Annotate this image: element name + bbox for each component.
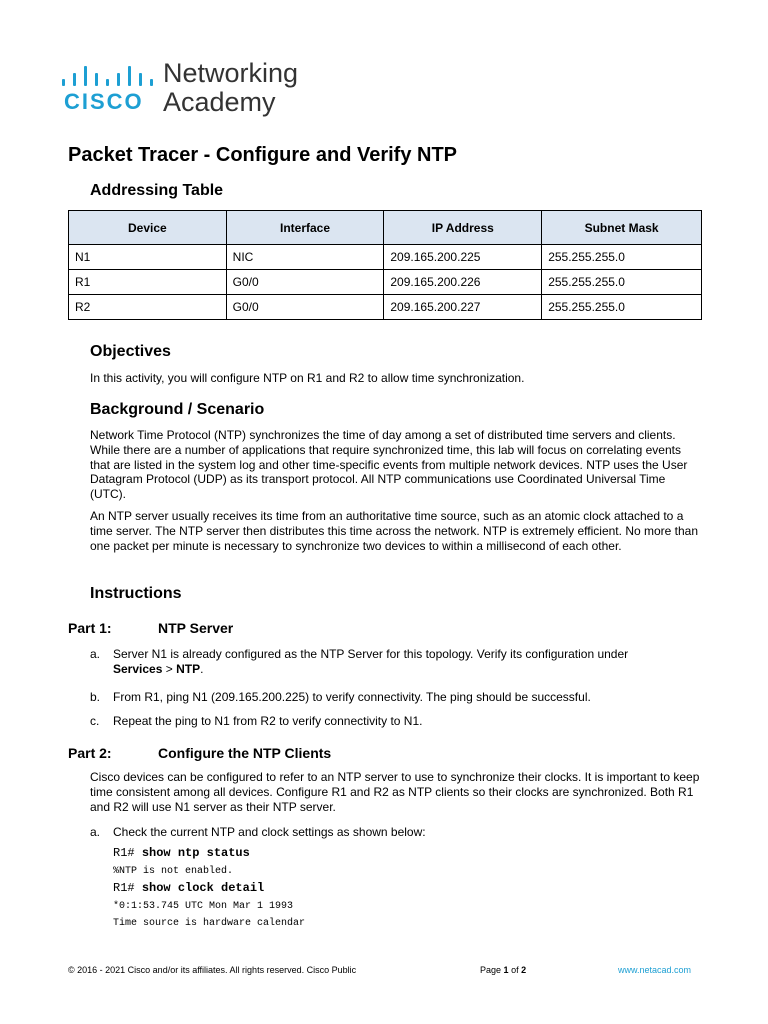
step-label: a. bbox=[90, 647, 101, 661]
table-row bbox=[69, 295, 702, 320]
period: . bbox=[200, 661, 204, 676]
instructions-heading: Instructions bbox=[90, 585, 182, 602]
table-cell: G0/0 bbox=[226, 295, 384, 320]
step-text: From R1, ping N1 (209.165.200.225) to verify connectivity. The ping should be successful. bbox=[113, 690, 591, 704]
table-header-row bbox=[69, 211, 702, 245]
objectives-text: In this activity, you will configure NTP on R1 and R2 to allow time synchronization. bbox=[90, 371, 525, 385]
table-cell: NIC bbox=[226, 245, 384, 270]
addressing-table bbox=[68, 210, 702, 320]
table-cell: 209.165.200.225 bbox=[384, 245, 542, 270]
part-2-intro: Cisco devices can be configured to refer to an NTP server to use to synchronize their clocks. It is important to keep time consistent among all devices. Configure R1 and R2 as NTP clients so their clocks are synchronized. Both R1 and R2 will use N1 server as their NTP server. bbox=[90, 770, 700, 814]
table-cell: 255.255.255.0 bbox=[542, 270, 702, 295]
table-cell: 209.165.200.226 bbox=[384, 270, 542, 295]
step-label: a. bbox=[90, 825, 101, 839]
cisco-networking-academy-logo bbox=[62, 58, 322, 120]
objectives-heading: Objectives bbox=[90, 343, 171, 360]
menu-separator: > bbox=[162, 661, 177, 676]
footer-page-number bbox=[480, 965, 526, 975]
part-2-number: Part 2: bbox=[68, 745, 112, 761]
step-label: b. bbox=[90, 690, 101, 704]
table-cell: G0/0 bbox=[226, 270, 384, 295]
part-1-number: Part 1: bbox=[68, 620, 112, 636]
addressing-table-heading: Addressing Table bbox=[90, 182, 224, 199]
column-header-ip-address: IP Address bbox=[384, 211, 542, 245]
code-command-line bbox=[113, 846, 250, 860]
cisco-wordmark: CISCO bbox=[64, 89, 144, 114]
code-output-line: *0:1:53.745 UTC Mon Mar 1 1993 bbox=[113, 901, 294, 912]
cli-prompt: R1# bbox=[113, 846, 135, 860]
step-text bbox=[113, 647, 702, 677]
step-label: c. bbox=[90, 714, 100, 728]
page-title: Packet Tracer - Configure and Verify NTP bbox=[68, 144, 458, 166]
footer-copyright: © 2016 - 2021 Cisco and/or its affiliates. All rights reserved. Cisco Public bbox=[68, 965, 357, 975]
table-cell: N1 bbox=[69, 245, 227, 270]
of-word: of bbox=[511, 965, 519, 975]
table-row bbox=[69, 245, 702, 270]
background-heading: Background / Scenario bbox=[90, 401, 265, 418]
column-header-interface: Interface bbox=[226, 211, 384, 245]
page-word: Page bbox=[480, 965, 502, 975]
code-command-line bbox=[113, 881, 264, 895]
services-menu-label: Services bbox=[113, 661, 163, 676]
column-header-device: Device bbox=[69, 211, 227, 245]
total-pages: 2 bbox=[521, 965, 527, 975]
cisco-bars-icon bbox=[62, 64, 154, 86]
current-page: 1 bbox=[503, 965, 509, 975]
ntp-menu-label: NTP bbox=[176, 661, 201, 676]
table-cell: R2 bbox=[69, 295, 227, 320]
table-cell: 255.255.255.0 bbox=[542, 295, 702, 320]
code-output-line: %NTP is not enabled. bbox=[113, 866, 234, 877]
part-2-name: Configure the NTP Clients bbox=[158, 745, 332, 761]
table-cell: 209.165.200.227 bbox=[384, 295, 542, 320]
logo-academy-text: Academy bbox=[163, 87, 276, 117]
background-paragraph-1: Network Time Protocol (NTP) synchronizes the time of day among a set of distributed time servers and clients. While there are a number of applications that require synchronized time, this lab will focus on correlating events that are listed in the system log and other time-specific events from multiple network devices. NTP uses the User Datagram Protocol (UDP) as its transport protocol. All NTP communications use Coordinated Universal Time (UTC). bbox=[90, 428, 688, 502]
step-a-text: Server N1 is already configured as the NTP Server for this topology. Verify its configuration under bbox=[113, 647, 629, 661]
column-header-subnet-mask: Subnet Mask bbox=[542, 211, 702, 245]
cli-command: show clock detail bbox=[141, 881, 265, 895]
cli-prompt: R1# bbox=[113, 881, 135, 895]
background-paragraph-2: An NTP server usually receives its time from an authoritative time source, such as an atomic clock attached to a time server. The NTP server then distributes this time across the network. NTP is extremely efficient. No more than one packet per minute is necessary to synchronize two devices to within a millisecond of each other. bbox=[90, 509, 699, 553]
step-text: Repeat the ping to N1 from R2 to verify connectivity to N1. bbox=[113, 714, 423, 728]
logo-networking-text: Networking bbox=[163, 58, 299, 88]
table-cell: R1 bbox=[69, 270, 227, 295]
table-row bbox=[69, 270, 702, 295]
part-1-name: NTP Server bbox=[158, 620, 234, 636]
table-cell: 255.255.255.0 bbox=[542, 245, 702, 270]
code-output-line: Time source is hardware calendar bbox=[113, 918, 306, 929]
cli-command: show ntp status bbox=[141, 846, 250, 860]
footer-website-link[interactable]: www.netacad.com bbox=[618, 965, 692, 975]
step-text: Check the current NTP and clock settings as shown below: bbox=[113, 825, 426, 839]
